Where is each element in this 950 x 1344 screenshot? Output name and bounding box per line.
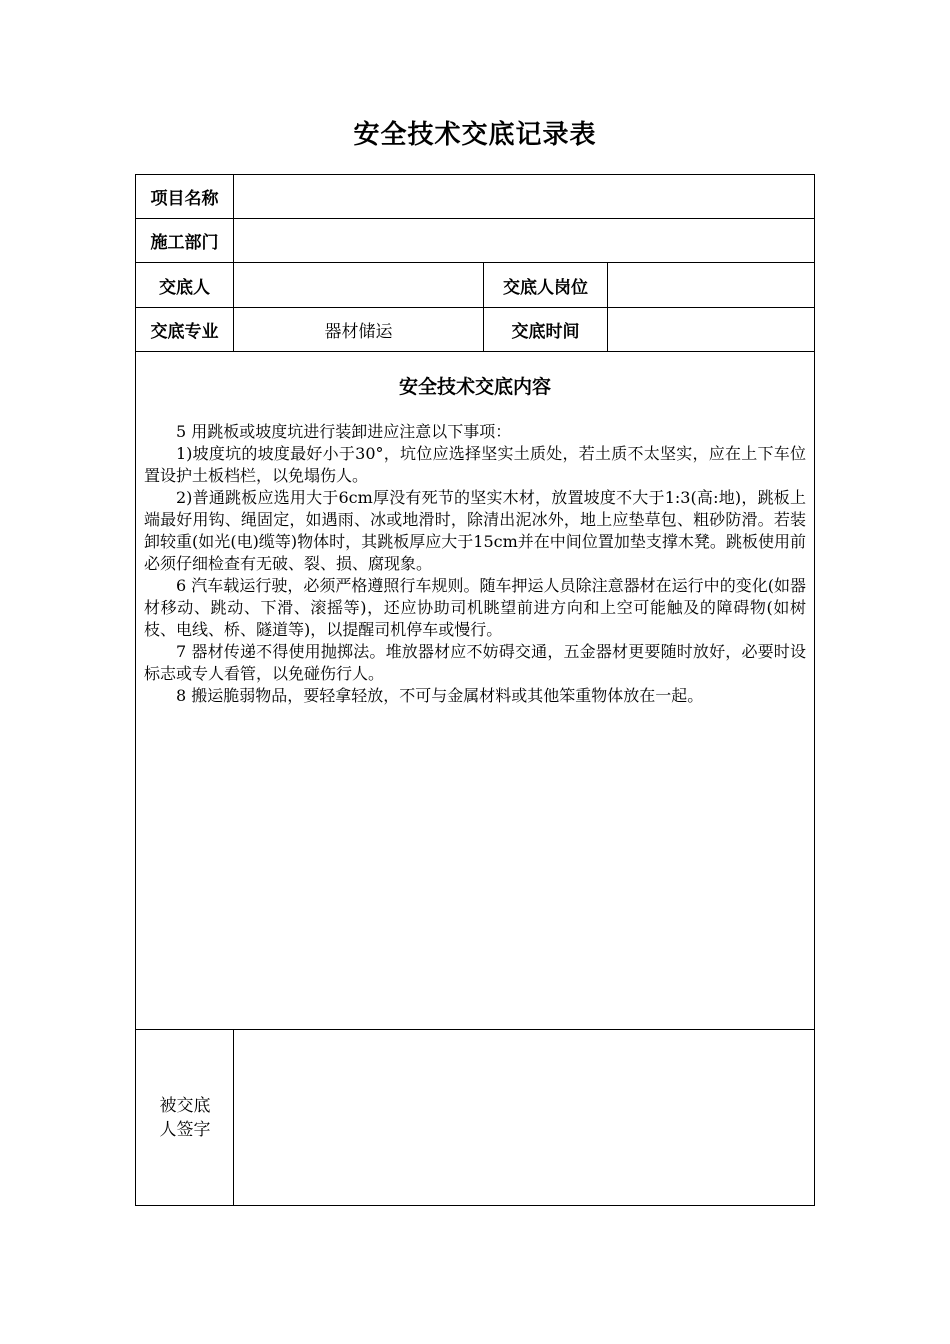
signature-label <box>136 1030 234 1205</box>
content-body <box>144 421 806 707</box>
content-heading: 安全技术交底内容 <box>398 376 551 398</box>
row-divider <box>135 351 815 352</box>
signature-label-text: 被交底人签字 <box>159 1095 211 1140</box>
specialty-label: 交底专业 <box>150 322 219 342</box>
specialty-field[interactable]: 器材储运 <box>324 322 393 342</box>
content-paragraph: 6 汽车载运行驶，必须严格遵照行车规则。随车押运人员除注意器材在运行中的变化(如器材移动、跳动、下滑、滚摇等)，还应协助司机眺望前进方向和上空可能触及的障碍物(如树枝、电线、桥、隧道等)，以提醒司机停车或慢行。 <box>144 576 806 639</box>
content-paragraph: 7 器材传递不得使用抛掷法。堆放器材应不妨碍交通，五金器材更要随时放好，必要时设标志或专人看管，以免碰伤行人。 <box>144 642 806 683</box>
content-paragraph: 1)坡度坑的坡度最好小于30°，坑位应选择坚实土质处，若土质不太坚实，应在上下车位置设护土板档栏，以免塌伤人。 <box>144 444 806 485</box>
presenter-position-field[interactable] <box>608 263 814 307</box>
presenter-field[interactable] <box>234 263 483 307</box>
construction-dept-field[interactable] <box>234 219 814 262</box>
project-name-label: 项目名称 <box>150 189 219 209</box>
signature-field[interactable] <box>234 1030 814 1205</box>
content-paragraph: 2)普通跳板应选用大于6cm厚没有死节的坚实木材，放置坡度不大于1:3(高:地)，跳板上端最好用钩、绳固定，如遇雨、冰或地滑时，除清出泥冰外，地上应垫草包、粗砂防滑。若装卸较重(如光(电)缆等)物体时，其跳板厚应大于15cm并在中间位置加垫支撑木凳。跳板使用前必须仔细检查有无破、裂、损、腐现象。 <box>144 488 806 573</box>
content-paragraph: 5 用跳板或坡度坑进行装卸进应注意以下事项： <box>176 422 512 441</box>
presenter-position-label: 交底人岗位 <box>503 277 588 298</box>
project-name-field[interactable] <box>234 175 814 218</box>
time-label: 交底时间 <box>511 322 580 342</box>
construction-dept-label: 施工部门 <box>150 233 219 253</box>
time-field[interactable] <box>608 308 814 351</box>
content-paragraph: 8 搬运脆弱物品，要轻拿轻放，不可与金属材料或其他笨重物体放在一起。 <box>176 686 704 705</box>
presenter-label: 交底人 <box>159 277 210 298</box>
page-title: 安全技术交底记录表 <box>353 120 597 150</box>
